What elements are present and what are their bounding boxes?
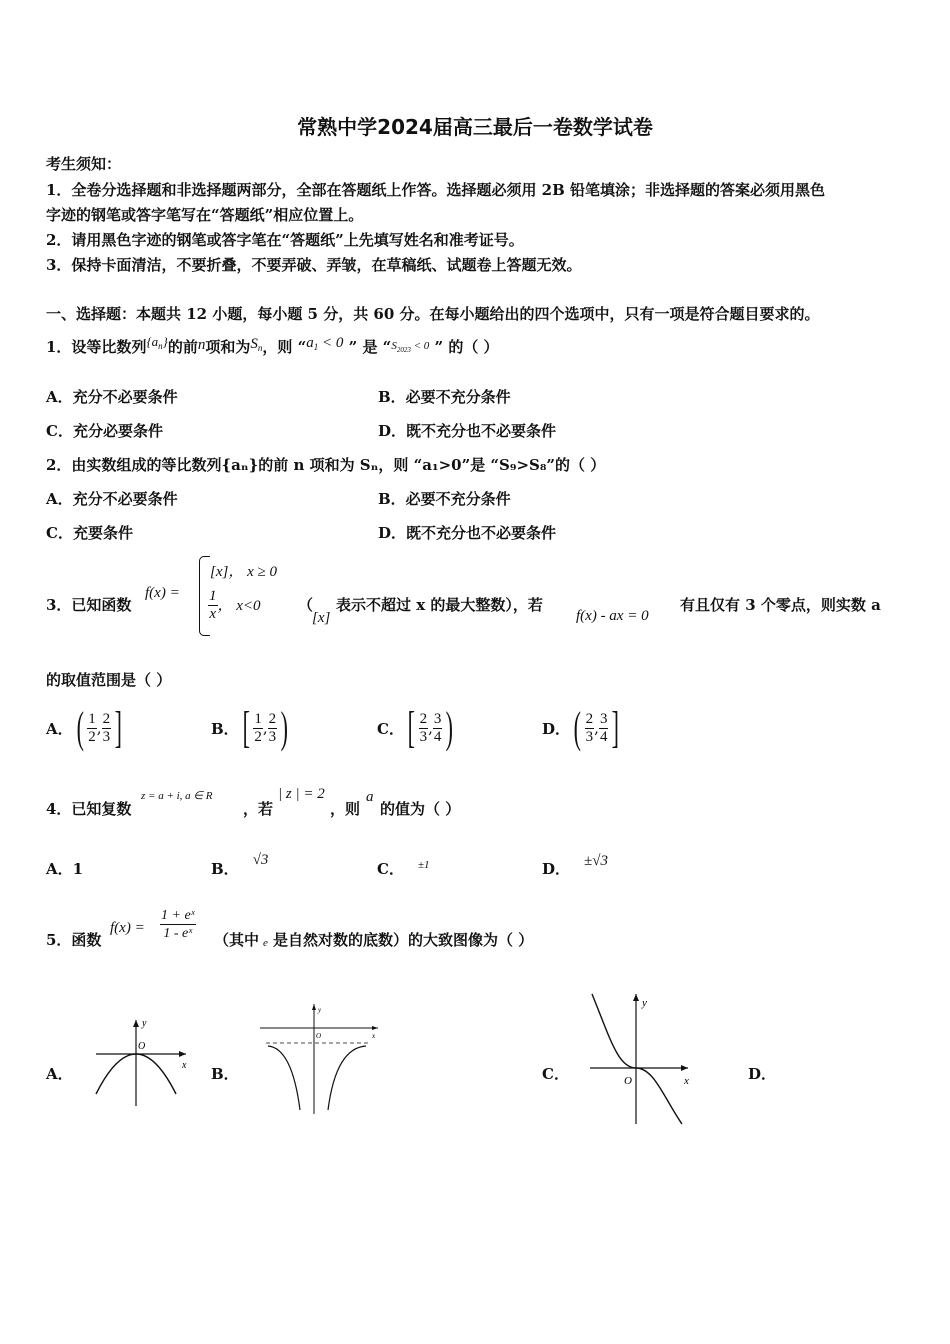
graph-b-y-label: y (318, 1006, 322, 1014)
graph-a-y-label: y (142, 1018, 147, 1029)
question-3-case-2: $\frac{1}{x}$ ， x<0 (209, 588, 261, 622)
question-1-stem: 1．设等比数列$\{a_n\}$的前n项和为$S_n$，则 “$a_1 < 0$ ” 是 “$^{S_{2023} < 0}$ ” 的（ ） (46, 334, 499, 356)
question-5-stem-end: 是自然对数的底数）的大致图像为（ ） (273, 931, 534, 949)
question-4-intro: 4．已知复数 (46, 800, 132, 818)
question-3-condition: 有且仅有 3 个零点，则实数 a (680, 596, 881, 614)
question-3-floor-notation: [x] (312, 610, 331, 626)
question-5-e: e (263, 937, 268, 949)
question-3-option-a[interactable]: A． ( $\frac{1}{2}$ , $\frac{2}{3}$ ] (46, 703, 123, 752)
question-3-equation: f(x) - ax = 0 (576, 608, 649, 624)
notice-line-3: 3．保持卡面清洁，不要折叠，不要弄破、弄皱，在草稿纸、试题卷上答题无效。 (46, 256, 582, 274)
question-3-function-name: f(x) = (145, 585, 180, 601)
notice-line-1: 1．全卷分选择题和非选择题两部分，全部在答题纸上作答。选择题必须用 2B 铅笔填涂；非选择题的答案必须用黑色 (46, 181, 826, 199)
page-title: 常熟中学2024届高三最后一卷数学试卷 (297, 115, 653, 139)
notice-line-1-cont: 字迹的钢笔或答字笔写在“答题纸”相应位置上。 (46, 206, 364, 224)
question-5-option-c[interactable]: C． (542, 1065, 569, 1083)
question-1-option-d[interactable]: D．既不充分也不必要条件 (378, 422, 557, 440)
question-2-stem: 2．由实数组成的等比数列{aₙ}的前 n 项和为 Sₙ，则 “a₁>0”是 “S₉>S₈”的（ ） (46, 456, 606, 474)
question-4-option-a[interactable]: A．1 (46, 860, 84, 878)
question-3-option-c[interactable]: C． [ $\frac{2}{3}$ , $\frac{3}{4}$ ) (377, 703, 454, 752)
graph-c-x-label: x (684, 1075, 689, 1087)
question-4-then: ，则 (330, 800, 361, 818)
graph-c-origin-label: O (624, 1075, 632, 1087)
question-1-option-b[interactable]: B．必要不充分条件 (378, 388, 511, 406)
graph-c-y-label: y (642, 997, 647, 1009)
graph-b-x-label: x (372, 1032, 376, 1040)
section-heading: 一、选择题：本题共 12 小题，每小题 5 分，共 60 分。在每小题给出的四个选项中，只有一项是符合题目要求的。 (46, 305, 820, 323)
graph-a-origin-label: O (138, 1041, 146, 1052)
question-3-stem-end: 的取值范围是（ ） (46, 671, 172, 689)
question-1-option-a[interactable]: A．充分不必要条件 (46, 388, 178, 406)
question-2-option-c[interactable]: C．充要条件 (46, 524, 133, 542)
notice-heading: 考生须知： (46, 155, 122, 173)
question-2-option-b[interactable]: B．必要不充分条件 (378, 490, 511, 508)
graph-a-x-label: x (182, 1060, 187, 1071)
question-5-graph-c (582, 990, 702, 1126)
question-4-if: ，若 (243, 800, 274, 818)
question-3-case-1: [x]， x ≥ 0 (210, 564, 277, 580)
question-4-option-d[interactable]: D． ±√3 (542, 853, 608, 878)
question-4-option-b[interactable]: B． √3 (211, 852, 269, 878)
question-4-option-c[interactable]: C． $^{\pm 1}$ (377, 859, 430, 878)
question-5-paren: （其中 (214, 931, 260, 949)
question-4-complex: z = a + i, a ∈ R (141, 790, 213, 802)
question-3-paren: （ (298, 596, 314, 614)
question-5-option-a[interactable]: A． (46, 1065, 73, 1083)
question-2-option-d[interactable]: D．既不充分也不必要条件 (378, 524, 557, 542)
question-5-function-name: f(x) = (110, 920, 145, 936)
question-5-fraction: $\frac{\text{1 + eˣ}}{\text{1 - eˣ}}$ (161, 908, 195, 941)
graph-b-origin-label: O (316, 1032, 322, 1040)
notice-line-2: 2．请用黑色字迹的钢笔或答字笔在“答题纸”上先填写姓名和准考证号。 (46, 231, 524, 249)
question-5-option-b[interactable]: B． (211, 1065, 239, 1083)
question-5-graph-b (256, 998, 386, 1118)
question-4-modulus: | z | = 2 (278, 786, 325, 802)
question-2-option-a[interactable]: A．充分不必要条件 (46, 490, 178, 508)
question-1-option-c[interactable]: C．充分必要条件 (46, 422, 163, 440)
question-4-variable: a (366, 789, 374, 805)
question-5-option-d[interactable]: D． (748, 1065, 777, 1083)
question-4-stem-end: 的值为（ ） (380, 800, 461, 818)
question-3-floor-desc: 表示不超过 x 的最大整数），若 (336, 596, 543, 614)
question-3-intro: 3．已知函数 (46, 596, 132, 614)
question-3-option-b[interactable]: B． [ $\frac{1}{2}$ , $\frac{2}{3}$ ) (211, 703, 289, 752)
question-5-graph-a (90, 1012, 200, 1112)
question-3-option-d[interactable]: D． ( $\frac{2}{3}$ , $\frac{3}{4}$ ] (542, 703, 620, 752)
question-5-intro: 5．函数 (46, 931, 102, 949)
